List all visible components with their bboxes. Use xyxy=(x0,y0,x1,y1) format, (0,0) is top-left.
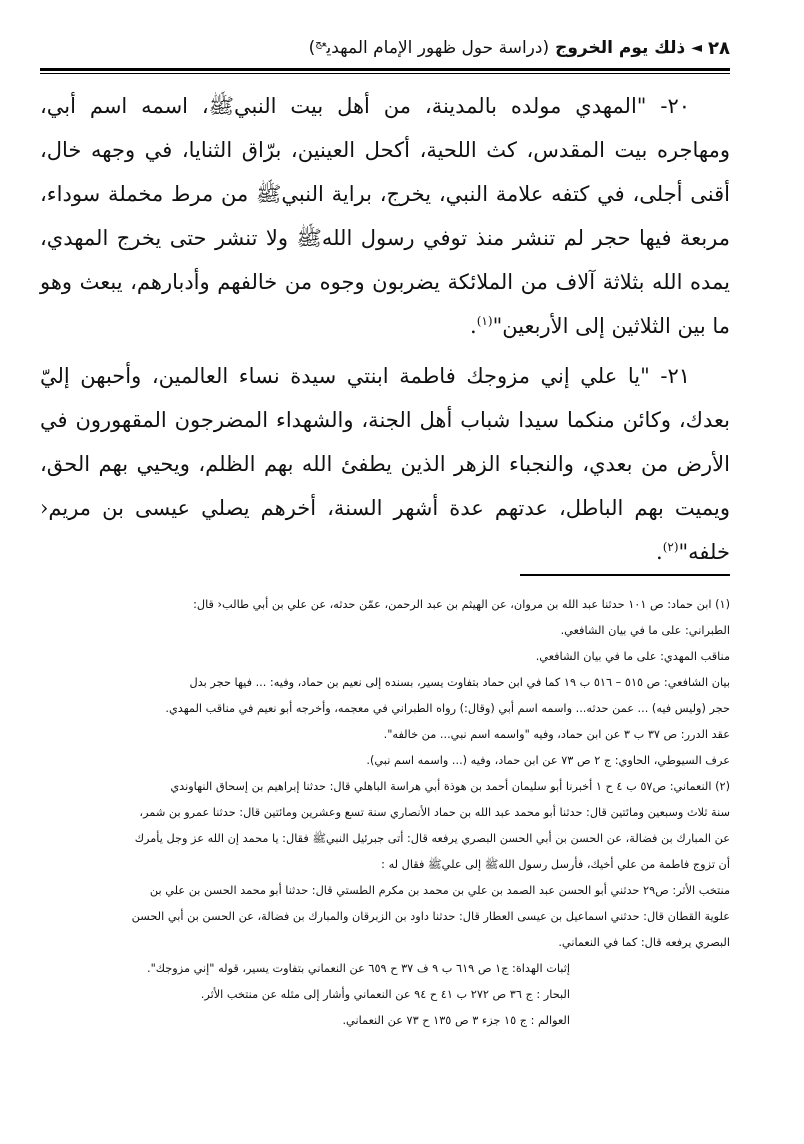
footnote-line: عقد الدرر: ص ٣٧ ب ٣ عن ابن حماد، وفيه "واسمه اسم نبي... من خالفه". xyxy=(383,728,730,741)
footnote-line: مناقب المهدي: على ما في بيان الشافعي. xyxy=(535,650,730,663)
footnote-ref-2: (٢) xyxy=(662,540,679,554)
footnote-line: (٢) النعماني: ص٥٧ ب ٤ ح ١ أخبرنا أبو سليمان أحمد بن هوذة أبي هراسة الباهلي قال: حدثنا إبراهيم بن إسحاق النهاوندي xyxy=(170,780,730,793)
footnote-line: عرف السيوطي، الحاوي: ج ٢ ص ٧٣ عن ابن حماد، وفيه (... واسمه اسم نبي). xyxy=(366,754,730,767)
footnote-line: سنة ثلاث وسبعين ومائتين قال: حدثنا أبو محمد عبد الله بن حماد الأنصاري سنة تسع وعشرين ومائتين قال: حدثنا عمرو بن شمر، xyxy=(139,806,730,819)
footnote-line: بيان الشافعي: ص ٥١٥ – ٥١٦ ب ١٩ كما في ابن حماد بتفاوت يسير، بسنده إلى نعيم بن حماد، وفيه: ... فيها حجر بدل xyxy=(189,676,730,689)
footnote-line: إثبات الهداة: ج١ ص ٦١٩ ب ٩ ف ٣٧ ح ٦٥٩ عن النعماني بتفاوت يسير، قوله "إني مزوجك". xyxy=(146,962,570,975)
footnote-line: العوالم : ج ١٥ جزء ٣ ص ١٣٥ ح ٧٣ عن النعماني. xyxy=(342,1014,570,1027)
footnote-separator xyxy=(520,574,730,576)
book-subtitle: (دراسة حول ظهور الإمام المهدي$^{عج}$) xyxy=(308,38,550,58)
header-rule xyxy=(40,68,730,74)
footnote-line: حجر (وليس فيه) ... عمن حدثه... واسمه اسم أبي (وقال:) رواه الطبراني في معجمه، وأخرجه أبو نعيم في مناقب المهدي. xyxy=(165,702,730,715)
book-title: ذلك يوم الخروج xyxy=(555,38,686,58)
hadith-paragraph-20: ٢٠- "المهدي مولده بالمدينة، من أهل بيت النبيﷺ، اسمه اسم أبي، ومهاجره بيت المقدس، كث اللحية، أكحل العينين، برّاق الثنايا، في وجهه خال، أقنى أجلى، في كتفه علامة النبي، يخرج، براية النبيﷺ من مرط مخملة سوداء، مربعة فيها حجر لم تنشر منذ توفي رسول اللهﷺ ولا تنشر حتى يخرج المهدي، يمده الله بثلاثة آلاف من الملائكة يضربون وجوه من خالفهم وأدبارهم، يبعث وهو ما بين الثلاثين إلى الأربعين"$^{(١)}$. xyxy=(40,94,730,338)
footnote-line: عن المبارك بن فضالة، عن الحسن بن أبي الحسن البصري يرفعه قال: أتى جبرئيل النبيﷺ فقال: يا محمد إن الله عز وجل يأمرك xyxy=(134,832,730,845)
hadith-paragraph-21: ٢١- "يا علي إني مزوجك فاطمة ابنتي سيدة نساء العالمين، وأحبهن إليّ بعدك، وكائن منكما سيدا شباب أهل الجنة، والشهداء المضرجون المقهورون في الأرض من بعدي، والنجباء الزهر الذين يطفئ الله بهم الظلم، ويحيي بهم الحق، ويميت بهم الباطل، عدتهم عدة أشهر السنة، أخرهم يصلي عيسى بن مريم‹ خلفه"$^{(٢)}$. xyxy=(40,364,730,564)
footnote-line: منتخب الأثر: ص٢٩ حدثني أبو الحسن عبد الصمد بن علي بن محمد بن مكرم الطستي قال: حدثنا أبو محمد الحسن بن علي بن xyxy=(149,884,730,897)
subtitle-honorific: عج xyxy=(315,38,327,50)
footnote-line: البحار : ج ٣٦ ص ٢٧٢ ب ٤١ ح ٩٤ عن النعماني وأشار إلى مثله عن منتخب الأثر. xyxy=(200,988,570,1001)
footnote-line: أن تزوج فاطمة من علي أخيك، فأرسل رسول اللهﷺ إلى عليﷺ فقال له : xyxy=(381,858,730,871)
footnote-line: الطبراني: على ما في بيان الشافعي. xyxy=(560,624,730,637)
footnotes xyxy=(40,592,730,1034)
footnote-line: (١) ابن حماد: ص ١٠١ حدثنا عبد الله بن مروان، عن الهيثم بن عبد الرحمن، عمّن حدثه، عن علي بن أبي طالب‹ قال: xyxy=(193,598,730,611)
footnote-line: علوية القطان قال: حدثني اسماعيل بن عيسى العطار قال: حدثنا داود بن الزبرقان والمبارك بن فضالة، عن الحسن بن أبي الحسن xyxy=(131,910,730,923)
footnote-line: البصري يرفعه قال: كما في النعماني. xyxy=(558,936,730,949)
running-header xyxy=(40,30,730,66)
arrow-icon: ◄ xyxy=(691,40,703,56)
main-text xyxy=(40,84,730,580)
page-number: ٢٨ xyxy=(708,37,730,59)
footnote-ref-1: (١) xyxy=(476,314,493,328)
